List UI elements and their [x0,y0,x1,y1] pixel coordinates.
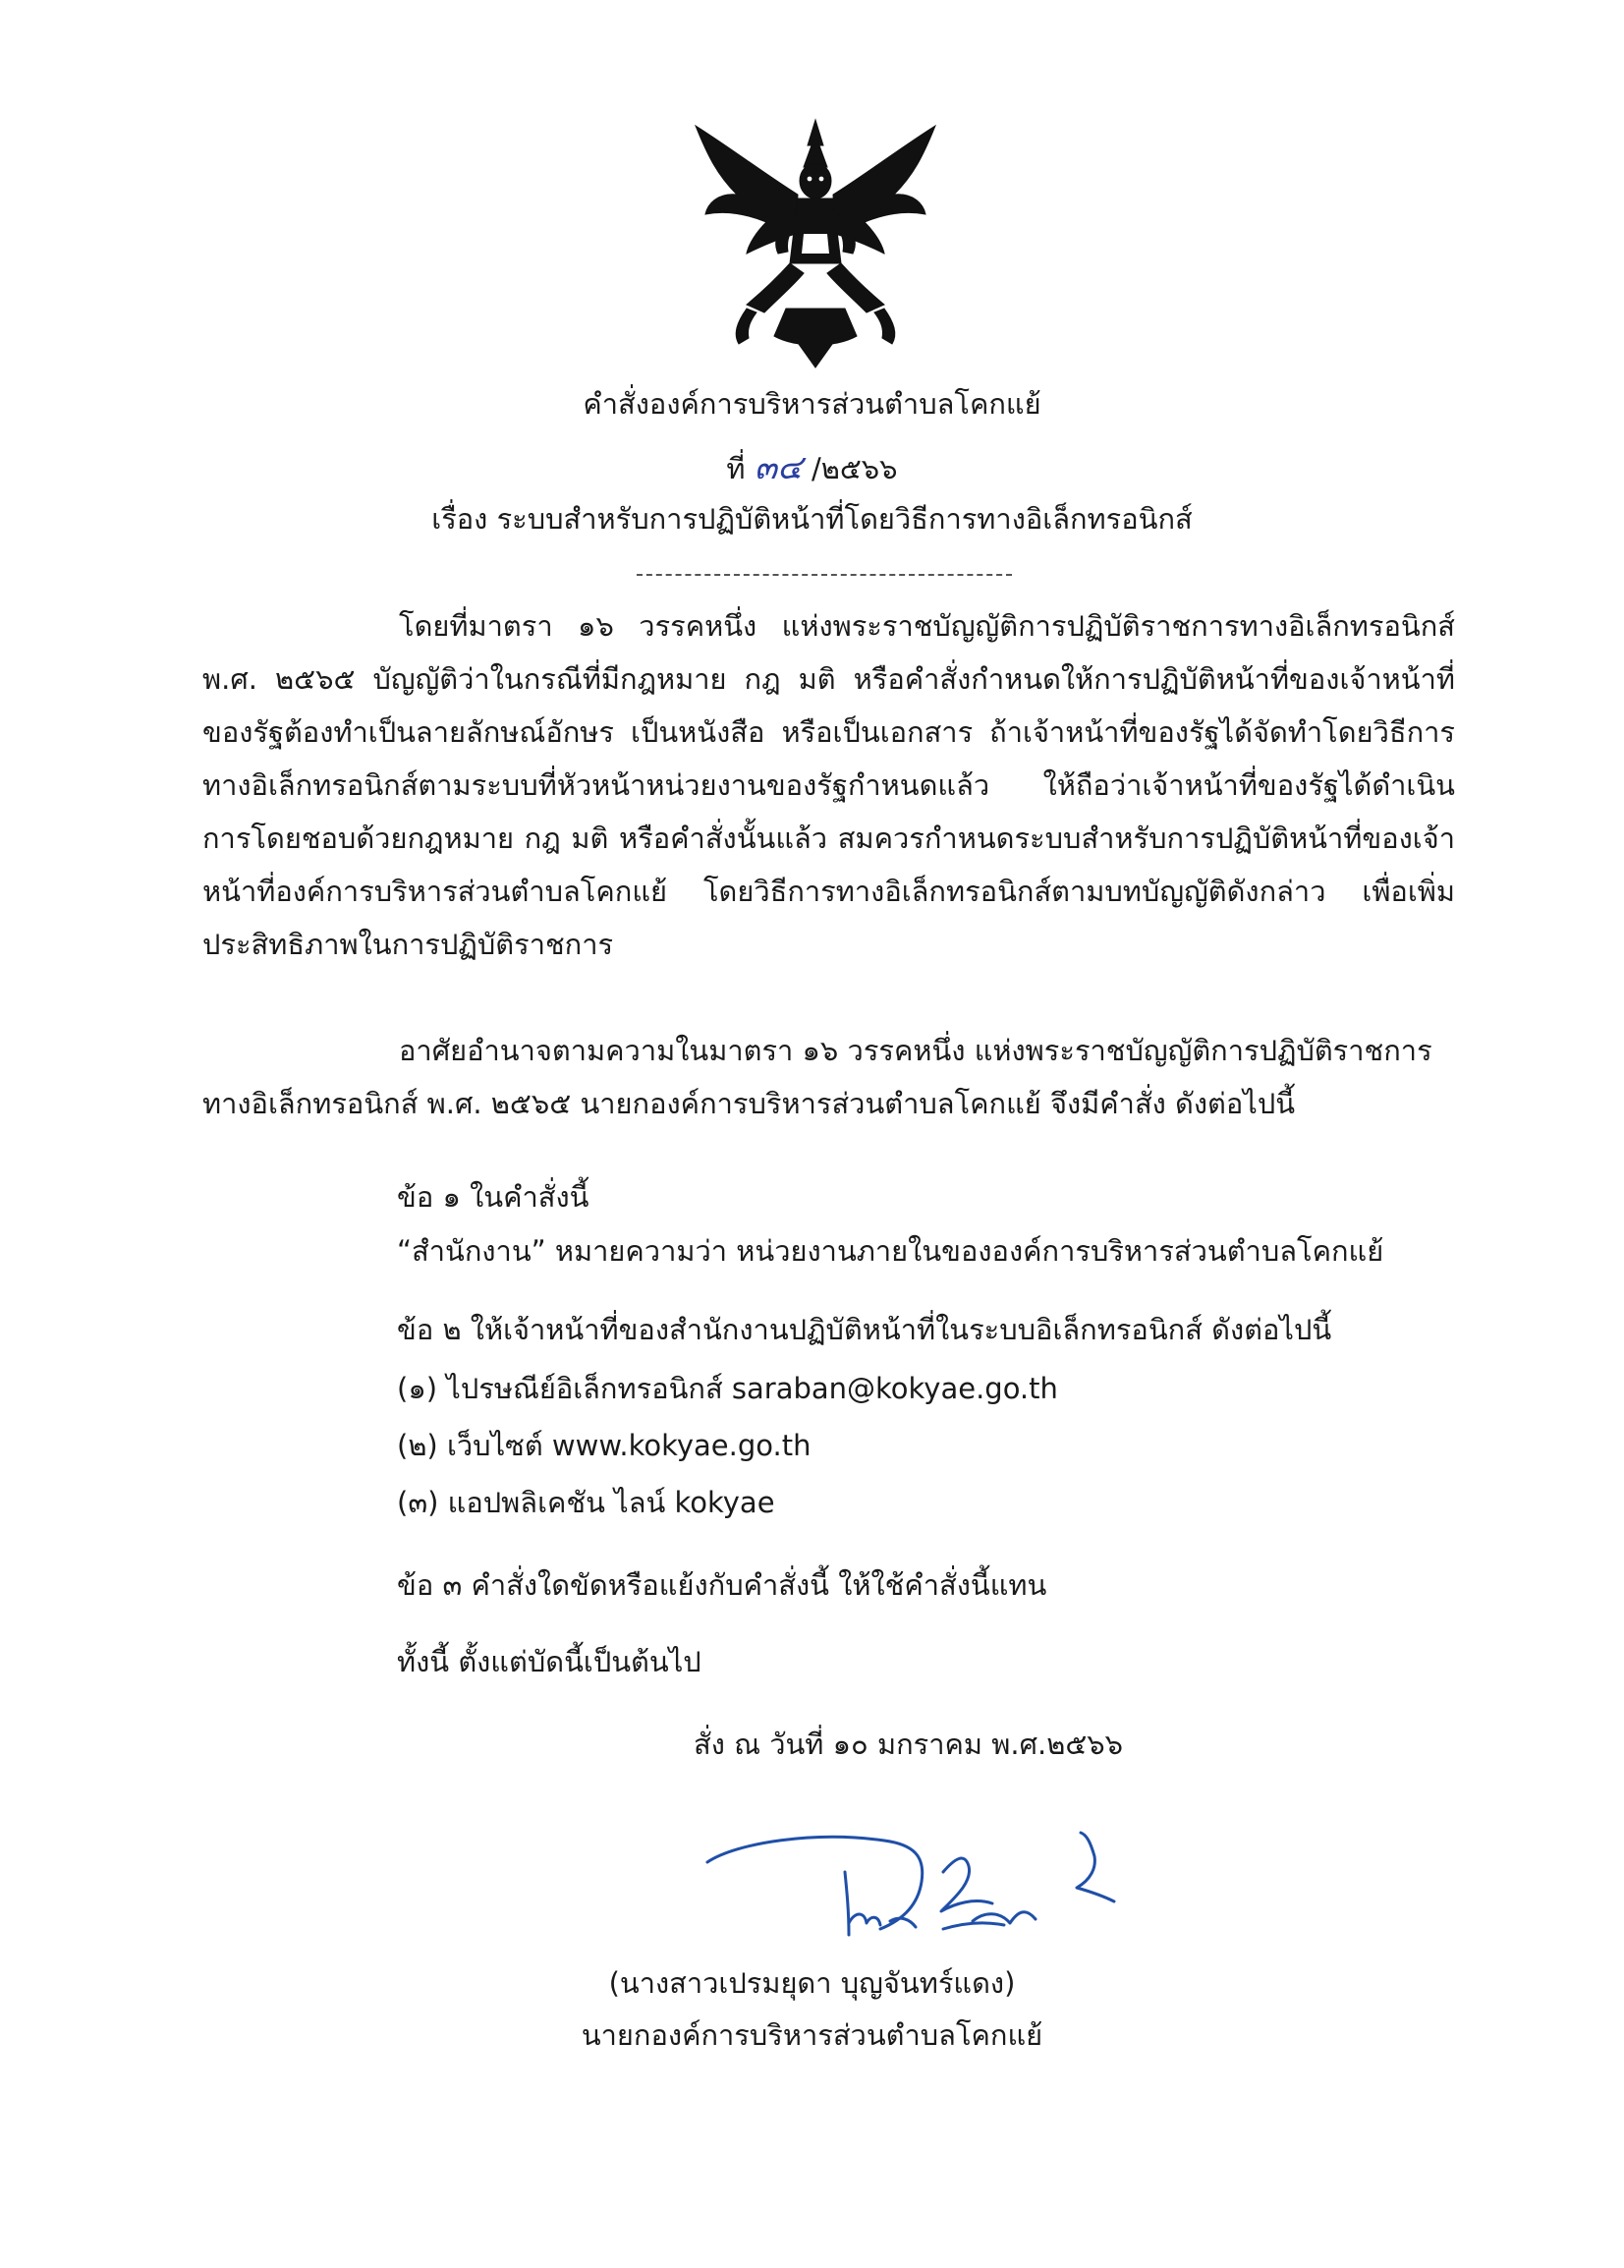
signer-position: นายกองค์การบริหารส่วนตำบลโคกแย้ [581,2018,1043,2052]
number-suffix: /๒๕๖๖ [811,452,898,485]
signer-name: (นางสาวเปรมยุดา บุญจันทร์แดง) [608,1966,1016,2000]
clause-2-item-website: (๒) เว็บไซต์ www.kokyae.go.th [397,1429,812,1462]
preamble-text: โดยที่มาตรา ๑๖ วรรคหนึ่ง แห่งพระราชบัญญัติการปฏิบัติราชการทางอิเล็กทรอนิกส์ พ.ศ. ๒๕๖๕ บัญญัติว่าในกรณีที่มีกฎหมาย กฎ มติ หรือคำสั่งกำหนดให้การปฏิบัติหน้าที่ของเจ้าหน้าที่ของรัฐต้องทำเป็นลายลักษณ์อักษร เป็นหนังสือ หรือเป็นเอกสาร ถ้าเจ้าหน้าที่ของรัฐได้จัดทำโดยวิธีการทางอิเล็กทรอนิกส์ตามระบบที่หัวหน้าหน่วยงานของรัฐกำหนดแล้ว ให้ถือว่าเจ้าหน้าที่ของรัฐได้ดำเนินการโดยชอบด้วยกฎหมาย กฎ มติ หรือคำสั่งนั้นแล้ว สมควรกำหนดระบบสำหรับการปฏิบัติหน้าที่ของเจ้าหน้าที่องค์การบริหารส่วนตำบลโคกแย้ โดยวิธีการทางอิเล็กทรอนิกส์ตามบทบัญญัติดังกล่าว เพื่อเพิ่มประสิทธิภาพในการปฏิบัติราชการ [202,609,1455,961]
clause-2-title: ข้อ ๒ ให้เจ้าหน้าที่ของสำนักงานปฏิบัติหน้าที่ในระบบอิเล็กทรอนิกส์ ดังต่อไปนี้ [397,1313,1332,1346]
document-title: คำสั่งองค์การบริหารส่วนตำบลโคกแย้ [583,387,1041,421]
authority-text: อาศัยอำนาจตามความในมาตรา ๑๖ วรรคหนึ่ง แห่งพระราชบัญญัติการปฏิบัติราชการทางอิเล็กทรอนิกส์ พ.ศ. ๒๕๖๕ นายกองค์การบริหารส่วนตำบลโคกแย้ จึงมีคำสั่ง ดังต่อไปนี้ [202,1034,1432,1120]
handwritten-signature [698,1813,1159,1951]
authority-paragraph [202,1024,1455,1130]
clause-1-title: ข้อ ๑ ในคำสั่งนี้ [397,1180,589,1214]
preamble-paragraph [202,599,1455,971]
document-subject: เรื่อง ระบบสำหรับการปฏิบัติหน้าที่โดยวิธีการทางอิเล็กทรอนิกส์ [431,502,1193,536]
clause-2-item-line-app: (๓) แอปพลิเคชัน ไลน์ kokyae [397,1486,775,1519]
clause-2-item-email: (๑) ไปรษณีย์อิเล็กทรอนิกส์ saraban@kokyae.go.th [397,1372,1058,1405]
order-date: สั่ง ณ วันที่ ๑๐ มกราคม พ.ศ.๒๕๖๖ [694,1728,1124,1761]
garuda-emblem-icon [688,116,943,371]
effective-statement: ทั้งนี้ ตั้งแต่บัดนี้เป็นต้นไป [397,1645,701,1678]
handwritten-number: ๓๔ [754,448,803,487]
clause-3: ข้อ ๓ คำสั่งใดขัดหรือแย้งกับคำสั่งนี้ ให้ใช้คำสั่งนี้แทน [397,1568,1047,1602]
document-number [0,440,1624,493]
number-prefix: ที่ [726,452,746,485]
clause-1-definition: “สำนักงาน” หมายความว่า หน่วยงานภายในขององค์การบริหารส่วนตำบลโคกแย้ [397,1234,1384,1268]
divider-line [637,574,1012,576]
